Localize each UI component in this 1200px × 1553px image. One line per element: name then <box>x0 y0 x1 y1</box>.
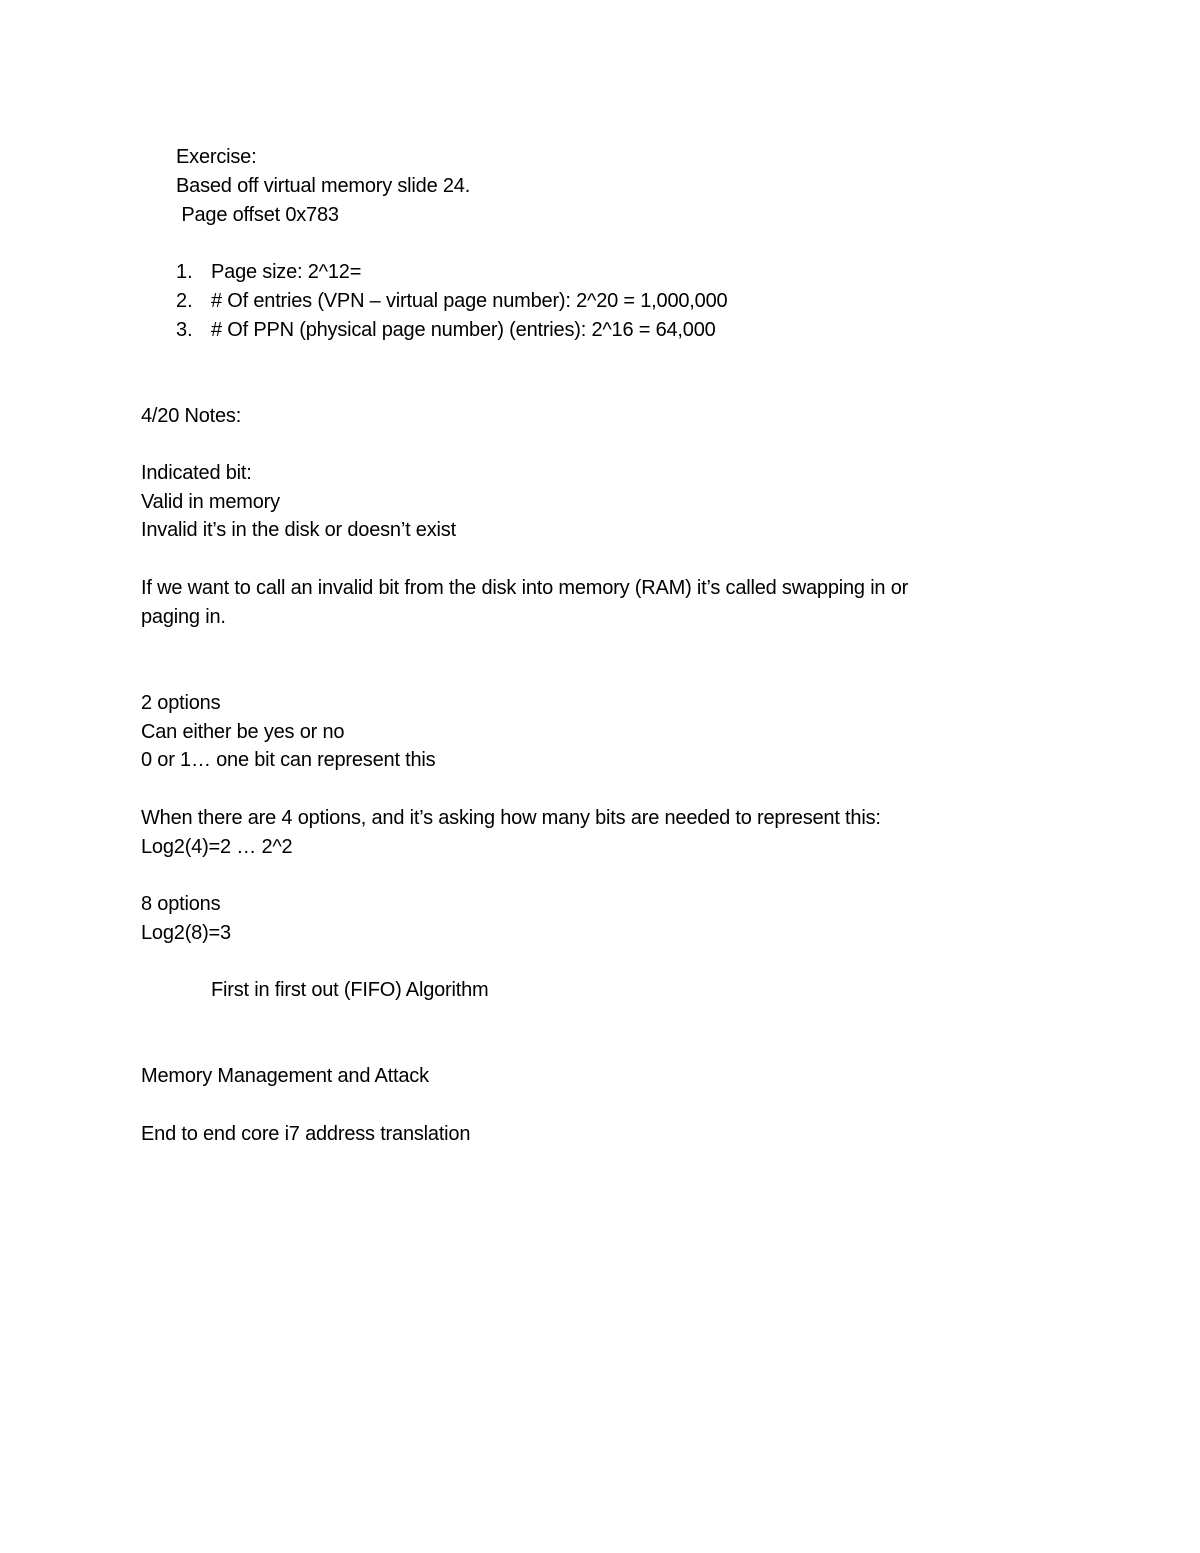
two-options-line: 2 options <box>141 692 221 714</box>
indicated-bit-heading: Indicated bit: <box>141 462 252 484</box>
swapping-line-1: If we want to call an invalid bit from the disk into memory (RAM) it’s called swapping in or <box>141 577 909 599</box>
swapping-line-2: paging in. <box>141 606 226 628</box>
list-number-1: 1. <box>176 261 193 283</box>
list-number-2: 2. <box>176 290 193 312</box>
list-item-page-size: Page size: 2^12= <box>211 261 362 283</box>
log8-line: Log2(8)=3 <box>141 922 231 944</box>
yes-no-line: Can either be yes or no <box>141 721 345 743</box>
fifo-line: First in first out (FIFO) Algorithm <box>211 979 489 1001</box>
notes-heading: 4/20 Notes: <box>141 405 242 427</box>
page-offset: Page offset 0x783 <box>176 204 339 226</box>
zero-one-line: 0 or 1… one bit can represent this <box>141 749 436 771</box>
list-number-3: 3. <box>176 319 193 341</box>
invalid-line: Invalid it’s in the disk or doesn’t exist <box>141 519 456 541</box>
valid-line: Valid in memory <box>141 491 280 513</box>
address-translation-line: End to end core i7 address translation <box>141 1123 471 1145</box>
exercise-heading: Exercise: <box>176 146 257 168</box>
memory-management-line: Memory Management and Attack <box>141 1065 429 1087</box>
log4-line: Log2(4)=2 … 2^2 <box>141 836 293 858</box>
four-options-line: When there are 4 options, and it’s asking how many bits are needed to represent this: <box>141 807 881 829</box>
list-item-ppn-entries: # Of PPN (physical page number) (entries): 2^16 = 64,000 <box>211 319 716 341</box>
exercise-source: Based off virtual memory slide 24. <box>176 175 471 197</box>
eight-options-line: 8 options <box>141 893 221 915</box>
list-item-vpn-entries: # Of entries (VPN – virtual page number): 2^20 = 1,000,000 <box>211 290 728 312</box>
